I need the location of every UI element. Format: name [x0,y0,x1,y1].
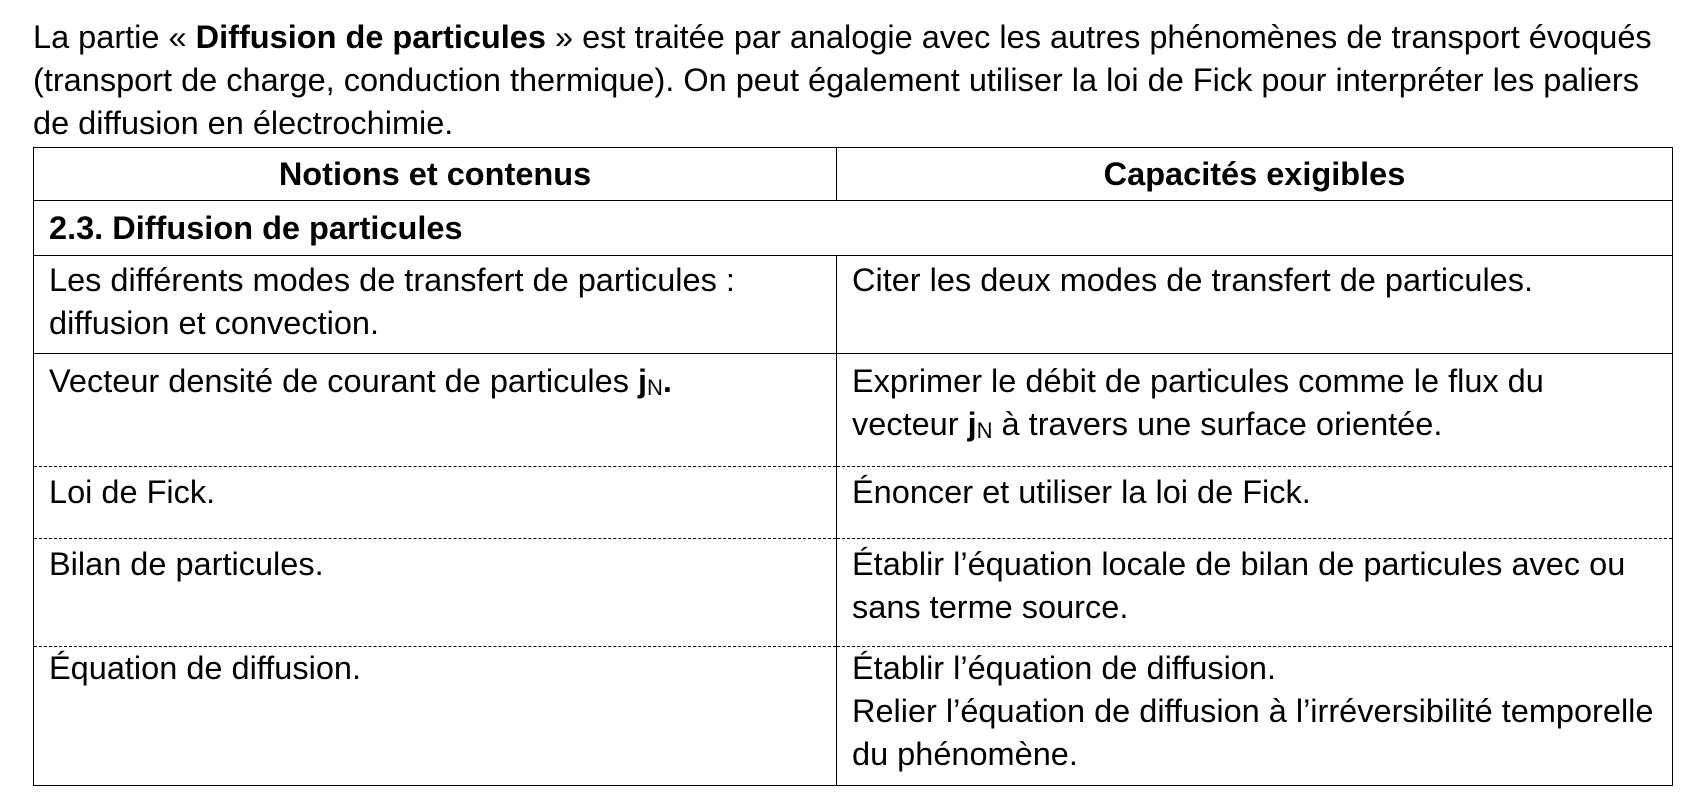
table-row [34,647,1673,786]
table-row [34,467,1673,539]
header-capacites: Capacités exigibles [837,148,1673,201]
header-notions: Notions et contenus [34,148,837,201]
notion-text: Vecteur densité de courant de particules [49,363,638,399]
capacite-cell [837,354,1673,467]
capacite-line: Établir l’équation de diffusion. [852,650,1276,686]
notion-cell: Bilan de particules. [34,539,837,647]
intro-text-end: » est traitée par analogie avec les autres phénomènes de transport évoqués (transport de charge, conduction thermique). On peut également utiliser la loi de Fick pour interpréter les paliers de diffusion en électrochimie. [33,19,1652,141]
section-title: 2.3. Diffusion de particules [34,201,1673,256]
vector-period: . [662,363,672,399]
capacite-line: Relier l’équation de diffusion à l’irréversibilité temporelle du phénomène. [852,693,1654,772]
notion-cell [34,354,837,467]
intro-text-start: La partie « [33,19,196,55]
table-row [34,256,1673,354]
capacite-cell [837,647,1673,786]
capacite-cell: Établir l’équation locale de bilan de particules avec ou sans terme source. [837,539,1673,647]
vector-symbol [968,406,993,442]
capacite-text-start: Exprimer le débit de particules comme le flux du vecteur [852,363,1544,442]
vector-subscript: N [647,375,663,400]
intro-paragraph [33,16,1673,145]
vector-subscript: N [976,418,993,443]
notion-cell: Loi de Fick. [34,467,837,539]
notion-cell: Équation de diffusion. [34,647,837,786]
table-header-row [34,148,1673,201]
notion-cell: Les différents modes de transfert de particules : diffusion et convection. [34,256,837,354]
capacite-cell: Énoncer et utiliser la loi de Fick. [837,467,1673,539]
capacite-cell: Citer les deux modes de transfert de particules. [837,256,1673,354]
program-table [33,147,1673,786]
vector-symbol [638,363,672,399]
intro-bold-topic: Diffusion de particules [195,19,546,55]
section-row [34,201,1673,256]
vector-letter: j [637,363,648,399]
table-row [34,354,1673,467]
vector-letter: j [967,406,977,442]
table-row [34,539,1673,647]
capacite-text-end: à travers une surface orientée. [992,406,1443,442]
